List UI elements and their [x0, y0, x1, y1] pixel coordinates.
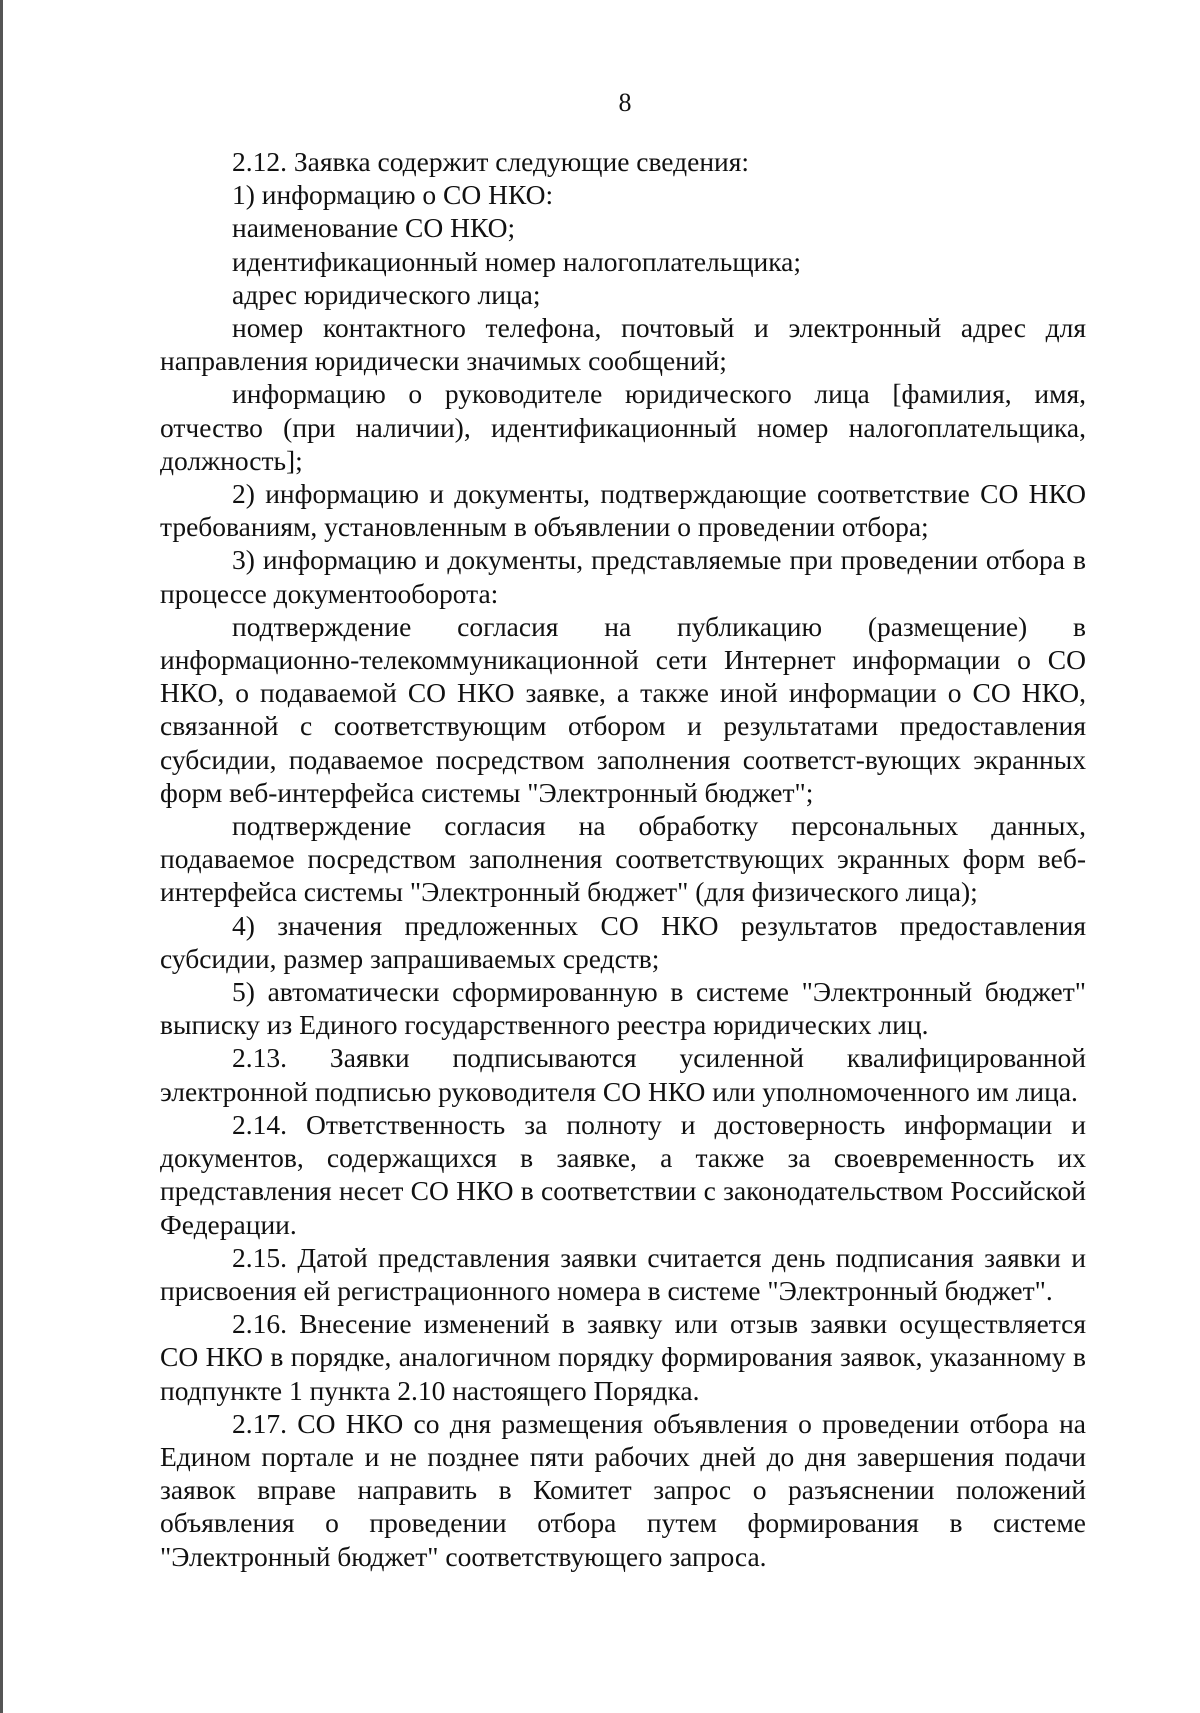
paragraph-personal-data-consent: подтверждение согласия на обработку персональных данных, подаваемое посредством заполнения соответствующих экранных форм веб-интерфейса системы "Электронный бюджет" (для физического лица); — [160, 810, 1086, 908]
paragraph-item-1: 1) информацию о СО НКО: — [232, 179, 554, 211]
paragraph-2-15: 2.15. Датой представления заявки считается день подписания заявки и присвоения ей регистрационного номера в системе "Электронный бюджет". — [160, 1241, 1086, 1306]
paragraph-contacts: номер контактного телефона, почтовый и электронный адрес для направления юридически значимых сообщений; — [160, 312, 1086, 377]
paragraph-item-5: 5) автоматически сформированную в системе "Электронный бюджет" выписку из Единого государственного реестра юридических лиц. — [160, 976, 1086, 1041]
paragraph-2-12: 2.12. Заявка содержит следующие сведения: — [232, 146, 750, 177]
document-body — [160, 145, 1086, 1573]
page-number: 8 — [618, 88, 632, 117]
paragraph-item-3: 3) информацию и документы, представляемые при проведении отбора в процессе документооборота: — [160, 544, 1086, 609]
paragraph-2-14: 2.14. Ответственность за полноту и достоверность информации и документов, содержащихся в заявке, а также за своевременность их представления несет СО НКО в соответствии с законодательством Российской Федерации. — [160, 1108, 1086, 1240]
paragraph-2-17: 2.17. СО НКО со дня размещения объявления о проведении отбора на Едином портале и не позднее пяти рабочих дней до дня завершения подачи заявок вправе направить в Комитет запрос о разъяснении положений объявления о проведении отбора путем формирования в системе "Электронный бюджет" соответствующего запроса. — [160, 1407, 1086, 1572]
paragraph-item-2: 2) информацию и документы, подтверждающие соответствие СО НКО требованиям, установленным в объявлении о проведении отбора; — [160, 478, 1086, 543]
paragraph-inn: идентификационный номер налогоплательщика; — [232, 245, 802, 277]
paragraph-2-16: 2.16. Внесение изменений в заявку или отзыв заявки осуществляется СО НКО в порядке, аналогичном порядку формирования заявок, указанному в подпункте 1 пункта 2.10 настоящего Порядка. — [160, 1308, 1086, 1406]
paragraph-publication-consent: подтверждение согласия на публикацию (размещение) в информационно-телекоммуникационной сети Интернет информации о СО НКО, о подаваемой СО НКО заявке, а также иной информации о СО НКО, связанной с соответствующим отбором и результатами предоставления субсидии, подаваемое посредством заполнения соответст-вующих экранных форм веб-интерфейса системы "Электронный бюджет"; — [160, 610, 1086, 808]
paragraph-address: адрес юридического лица; — [232, 278, 541, 310]
paragraph-head-info: информацию о руководителе юридического лица [фамилия, имя, отчество (при наличии), идентификационный номер налогоплательщика, должность]; — [160, 378, 1086, 476]
paragraph-name: наименование СО НКО; — [232, 212, 516, 244]
scan-edge — [0, 0, 3, 1713]
paragraph-2-13: 2.13. Заявки подписываются усиленной квалифицированной электронной подписью руководителя СО НКО или уполномоченного им лица. — [160, 1042, 1086, 1107]
paragraph-item-4: 4) значения предложенных СО НКО результатов предоставления субсидии, размер запрашиваемых средств; — [160, 909, 1086, 974]
